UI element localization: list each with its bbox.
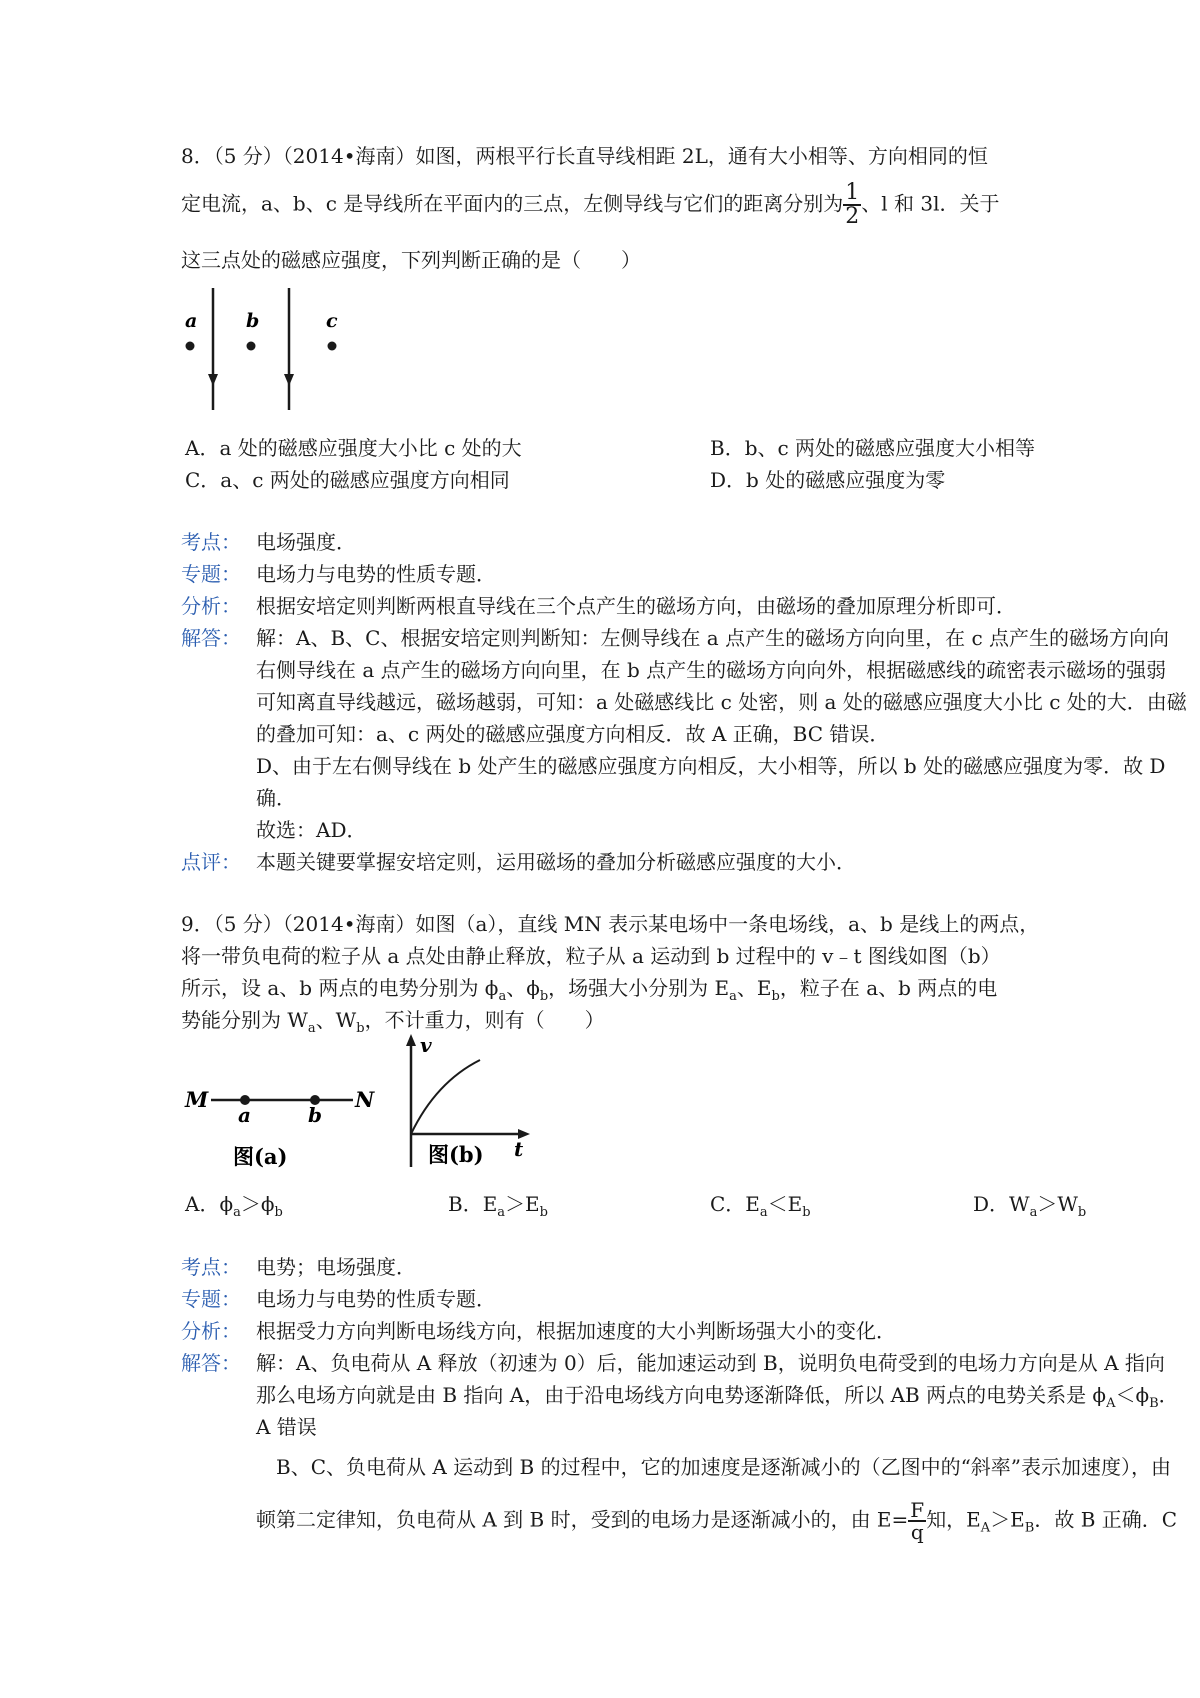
q9-jieda-line3: A 错误	[256, 1415, 317, 1439]
subscript-a: a	[233, 1205, 241, 1220]
q9-line3-part: ，粒子在 a、b 两点的电	[779, 976, 998, 1000]
subscript-a: a	[498, 989, 507, 1004]
label-b: b	[308, 1103, 322, 1127]
q9-jieda-line2	[256, 1379, 1179, 1411]
q8-option-c[interactable]: C．a、c 两处的磁感应强度方向相同	[185, 468, 510, 492]
q8-option-a[interactable]: A．a 处的磁感应强度大小比 c 处的大	[185, 436, 522, 460]
q9-zhuanti-text: 电场力与电势的性质专题．	[256, 1287, 496, 1311]
q9-option-c[interactable]	[710, 1188, 811, 1220]
subscript-b: b	[539, 1205, 548, 1220]
q9-line3-part: 所示，设 a、b 两点的电势分别为 ϕ	[181, 976, 499, 1000]
subscript-a: a	[307, 1021, 316, 1036]
option-text: A．ϕ	[185, 1192, 234, 1216]
option-text: C．E	[710, 1192, 760, 1216]
q9-fenxi-text: 根据受力方向判断电场线方向，根据加速度的大小判断场强大小的变化．	[256, 1319, 896, 1343]
q8-fenxi-text: 根据安培定则判断两根直导线在三个点产生的磁场方向，由磁场的叠加原理分析即可．	[256, 594, 1016, 618]
jieda-text: ＜ϕ	[1115, 1383, 1150, 1407]
subscript-b: b	[1077, 1205, 1087, 1220]
option-text: ＞E	[505, 1192, 540, 1216]
q9-option-a[interactable]	[185, 1188, 283, 1220]
q9-line3-part: ，场强大小分别为 E	[548, 976, 730, 1000]
q8-stem-line2-tail: 、l 和 3l．关于	[861, 191, 1000, 216]
q9-line4-part: 、W	[315, 1008, 357, 1032]
v-t-curve	[411, 1060, 480, 1134]
q8-jieda-line5: D、由于左右侧导线在 b 处产生的磁感应强度方向相反，大小相等，所以 b 处的磁感应强度为零．故 D	[256, 754, 1166, 778]
q8-wire-figure	[175, 286, 355, 416]
label-v: v	[420, 1033, 432, 1057]
q9-figure-a	[183, 1080, 383, 1176]
jieda-text: ．	[1158, 1383, 1179, 1407]
q9-jieda-label: 解答：	[181, 1351, 241, 1375]
q9-kaodian-text: 电势；电场强度．	[256, 1255, 416, 1279]
q9-option-b[interactable]	[448, 1188, 548, 1220]
option-text: ＜E	[767, 1192, 803, 1216]
left-wire-arrow-icon	[208, 374, 218, 386]
q8-kaodian-label: 考点：	[181, 530, 241, 554]
q9-line3-part: 、ϕ	[506, 976, 540, 1000]
jieda-text: ＞E	[990, 1507, 1025, 1532]
q8-zhuanti-label: 专题：	[181, 562, 241, 586]
option-text: D．W	[973, 1192, 1030, 1216]
point-b	[247, 342, 256, 351]
q9-line3-part: 、E	[736, 976, 772, 1000]
q9-jieda-line1: 解：A、负电荷从 A 释放（初速为 0）后，能加速运动到 B，说明负电荷受到的电场力方向是从 A 指向	[256, 1351, 1165, 1375]
fraction-denominator: 2	[845, 204, 860, 229]
subscript-A: A	[980, 1520, 991, 1536]
q8-zhuanti-text: 电场力与电势的性质专题．	[256, 562, 496, 586]
fraction-denominator: q	[910, 1520, 924, 1544]
q9-stem-line4	[181, 1004, 605, 1036]
q8-stem-line2-text: 定电流，a、b、c 是导线所在平面内的三点，左侧导线与它们的距离分别为	[181, 191, 844, 216]
subscript-B: B	[1024, 1520, 1035, 1536]
point-a	[186, 342, 195, 351]
subscript-a: a	[759, 1205, 768, 1220]
q8-dianping-text: 本题关键要掌握安培定则，运用磁场的叠加分析磁感应强度的大小．	[256, 850, 856, 874]
subscript-b: b	[771, 989, 780, 1004]
label-b: b	[246, 310, 260, 332]
q8-fenxi-label: 分析：	[181, 594, 241, 618]
point-c	[328, 342, 337, 351]
q8-jieda-line7: 故选：AD．	[256, 818, 367, 842]
q9-line4-part: 势能分别为 W	[181, 1008, 308, 1032]
option-text: ＞ϕ	[240, 1192, 275, 1216]
q8-option-b[interactable]: B．b、c 两处的磁感应强度大小相等	[710, 436, 1036, 460]
subscript-B: B	[1149, 1396, 1159, 1411]
q9-option-d[interactable]	[973, 1188, 1086, 1220]
option-text: ＞W	[1037, 1192, 1078, 1216]
q9-zhuanti-label: 专题：	[181, 1287, 241, 1311]
q8-stem-line2	[181, 182, 1000, 228]
label-a: a	[238, 1103, 251, 1127]
q9-jieda-line4: B、C、负电荷从 A 运动到 B 的过程中，它的加速度是逐渐减小的（乙图中的“斜率”表示加速度），由	[276, 1455, 1172, 1479]
jieda-text: 顿第二定律知，负电荷从 A 到 B 时，受到的电场力是逐渐减小的，由 E=	[256, 1507, 909, 1532]
subscript-a: a	[497, 1205, 506, 1220]
option-text: B．E	[448, 1192, 498, 1216]
q9-line4-part: ，不计重力，则有（ ）	[364, 1008, 605, 1032]
subscript-b: b	[274, 1205, 283, 1220]
q8-jieda-line3: 可知离直导线越远，磁场越弱，可知：a 处磁感线比 c 处密，则 a 处的磁感应强度大小比 c 处的大．由磁	[256, 690, 1187, 714]
q9-kaodian-label: 考点：	[181, 1255, 241, 1279]
q9-fenxi-label: 分析：	[181, 1319, 241, 1343]
v-axis-arrow-icon	[406, 1034, 416, 1046]
subscript-b: b	[356, 1021, 365, 1036]
force-over-charge-fraction	[908, 1500, 926, 1542]
fraction-numerator: 1	[845, 180, 860, 205]
right-wire-arrow-icon	[284, 374, 294, 386]
label-n: N	[355, 1087, 375, 1112]
q8-jieda-line6: 确．	[256, 786, 296, 810]
figure-b-caption: 图(b)	[428, 1142, 484, 1167]
figure-a-caption: 图(a)	[233, 1144, 288, 1169]
q9-stem-line2: 将一带负电荷的粒子从 a 点处由静止释放，粒子从 a 运动到 b 过程中的 v﹣t 图线如图（b）	[181, 944, 1001, 968]
jieda-text: 那么电场方向就是由 B 指向 A，由于沿电场线方向电势逐渐降低，所以 AB 两点的电势关系是 ϕ	[256, 1383, 1107, 1407]
q8-stem-line1: 8．（5 分）（2014•海南）如图，两根平行长直导线相距 2L，通有大小相等、方向相同的恒	[181, 144, 988, 168]
q8-jieda-line2: 右侧导线在 a 点产生的磁场方向向里，在 b 点产生的磁场方向向外，根据磁感线的疏密表示磁场的强弱	[256, 658, 1167, 682]
q9-jieda-line5	[256, 1500, 1177, 1542]
subscript-a: a	[1029, 1205, 1038, 1220]
label-c: c	[326, 310, 338, 332]
q8-stem-line3: 这三点处的磁感应强度，下列判断正确的是（ ）	[181, 248, 641, 272]
subscript-A: A	[1106, 1396, 1116, 1411]
q8-kaodian-text: 电场强度．	[256, 530, 356, 554]
subscript-b: b	[539, 989, 549, 1004]
label-a: a	[185, 310, 198, 332]
fraction-numerator: F	[910, 1498, 925, 1522]
jieda-text: 知，E	[926, 1507, 981, 1532]
q8-jieda-line1: 解：A、B、C、根据安培定则判断知：左侧导线在 a 点产生的磁场方向向里，在 c 点产生的磁场方向向	[256, 626, 1169, 650]
q8-dianping-label: 点评：	[181, 850, 241, 874]
q8-fraction	[843, 182, 861, 228]
label-t: t	[514, 1137, 524, 1161]
q9-stem-line3	[181, 972, 997, 1004]
q8-option-d[interactable]: D．b 处的磁感应强度为零	[710, 468, 946, 492]
q8-jieda-label: 解答：	[181, 626, 241, 650]
q9-stem-line1: 9．（5 分）（2014•海南）如图（a），直线 MN 表示某电场中一条电场线，a、b 是线上的两点，	[181, 912, 1040, 936]
label-m: M	[185, 1087, 209, 1112]
q9-figure-b	[396, 1032, 536, 1182]
q8-jieda-line4: 的叠加可知：a、c 两处的磁感应强度方向相反．故 A 正确，BC 错误．	[256, 722, 890, 746]
subscript-a: a	[729, 989, 737, 1004]
jieda-text: ．故 B 正确．C	[1034, 1507, 1178, 1532]
subscript-b: b	[802, 1205, 811, 1220]
